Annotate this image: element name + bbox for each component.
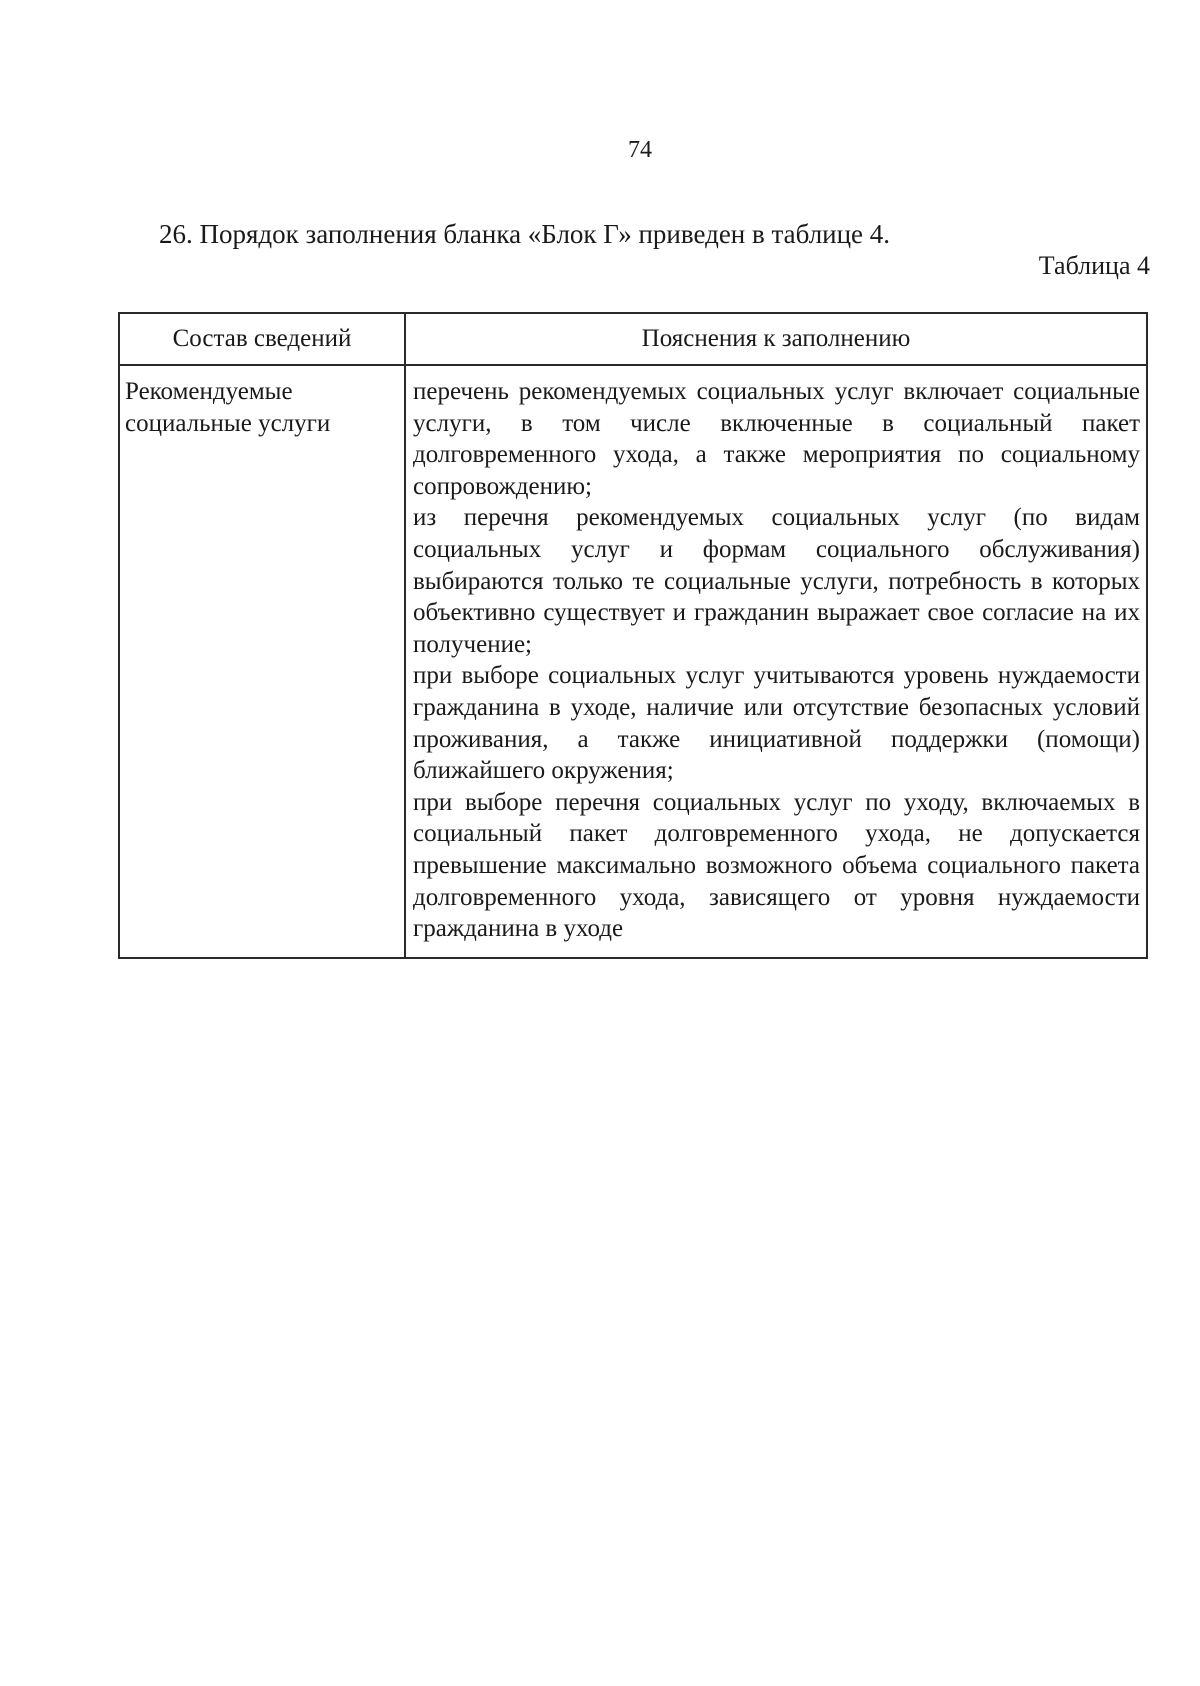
- table-header-row: [119, 313, 1147, 365]
- table-row: [119, 365, 1147, 958]
- explanation-paragraph: при выборе социальных услуг учитываются уровень нуждаемости гражданина в уходе, наличие или отсутствие безопасных условий проживания, а также инициативной поддержки (помощи) ближайшего окружения;: [413, 662, 1140, 785]
- column-header-composition: Состав сведений: [119, 313, 405, 365]
- row-explanation-cell: [405, 365, 1147, 958]
- explanation-paragraph: перечень рекомендуемых социальных услуг включает социальные услуги, в том числе включенные в социальный пакет долговременного ухода, а также мероприятия по социальному сопровождению;: [413, 378, 1140, 500]
- column-header-explanations: Пояснения к заполнению: [405, 313, 1147, 365]
- row-item-cell: Рекомендуемые социальные услуги: [119, 365, 405, 958]
- explanation-paragraph: при выборе перечня социальных услуг по уходу, включаемых в социальный пакет долговременного ухода, не допускается превышение максимально возможного объема социального пакета долговременного ухода, зависящего от уровня нуждаемости гражданина в уходе: [413, 788, 1140, 943]
- intro-paragraph: 26. Порядок заполнения бланка «Блок Г» приведен в таблице 4.: [159, 219, 891, 249]
- table-caption: Таблица 4: [1038, 251, 1150, 280]
- explanation-paragraph: из перечня рекомендуемых социальных услуг (по видам социальных услуг и формам социального обслуживания) выбираются только те социальные услуги, потребность в которых объективно существует и гражданин выражает свое согласие на их получение;: [413, 504, 1140, 658]
- page-number: 74: [628, 137, 652, 163]
- instructions-table: [118, 312, 1148, 959]
